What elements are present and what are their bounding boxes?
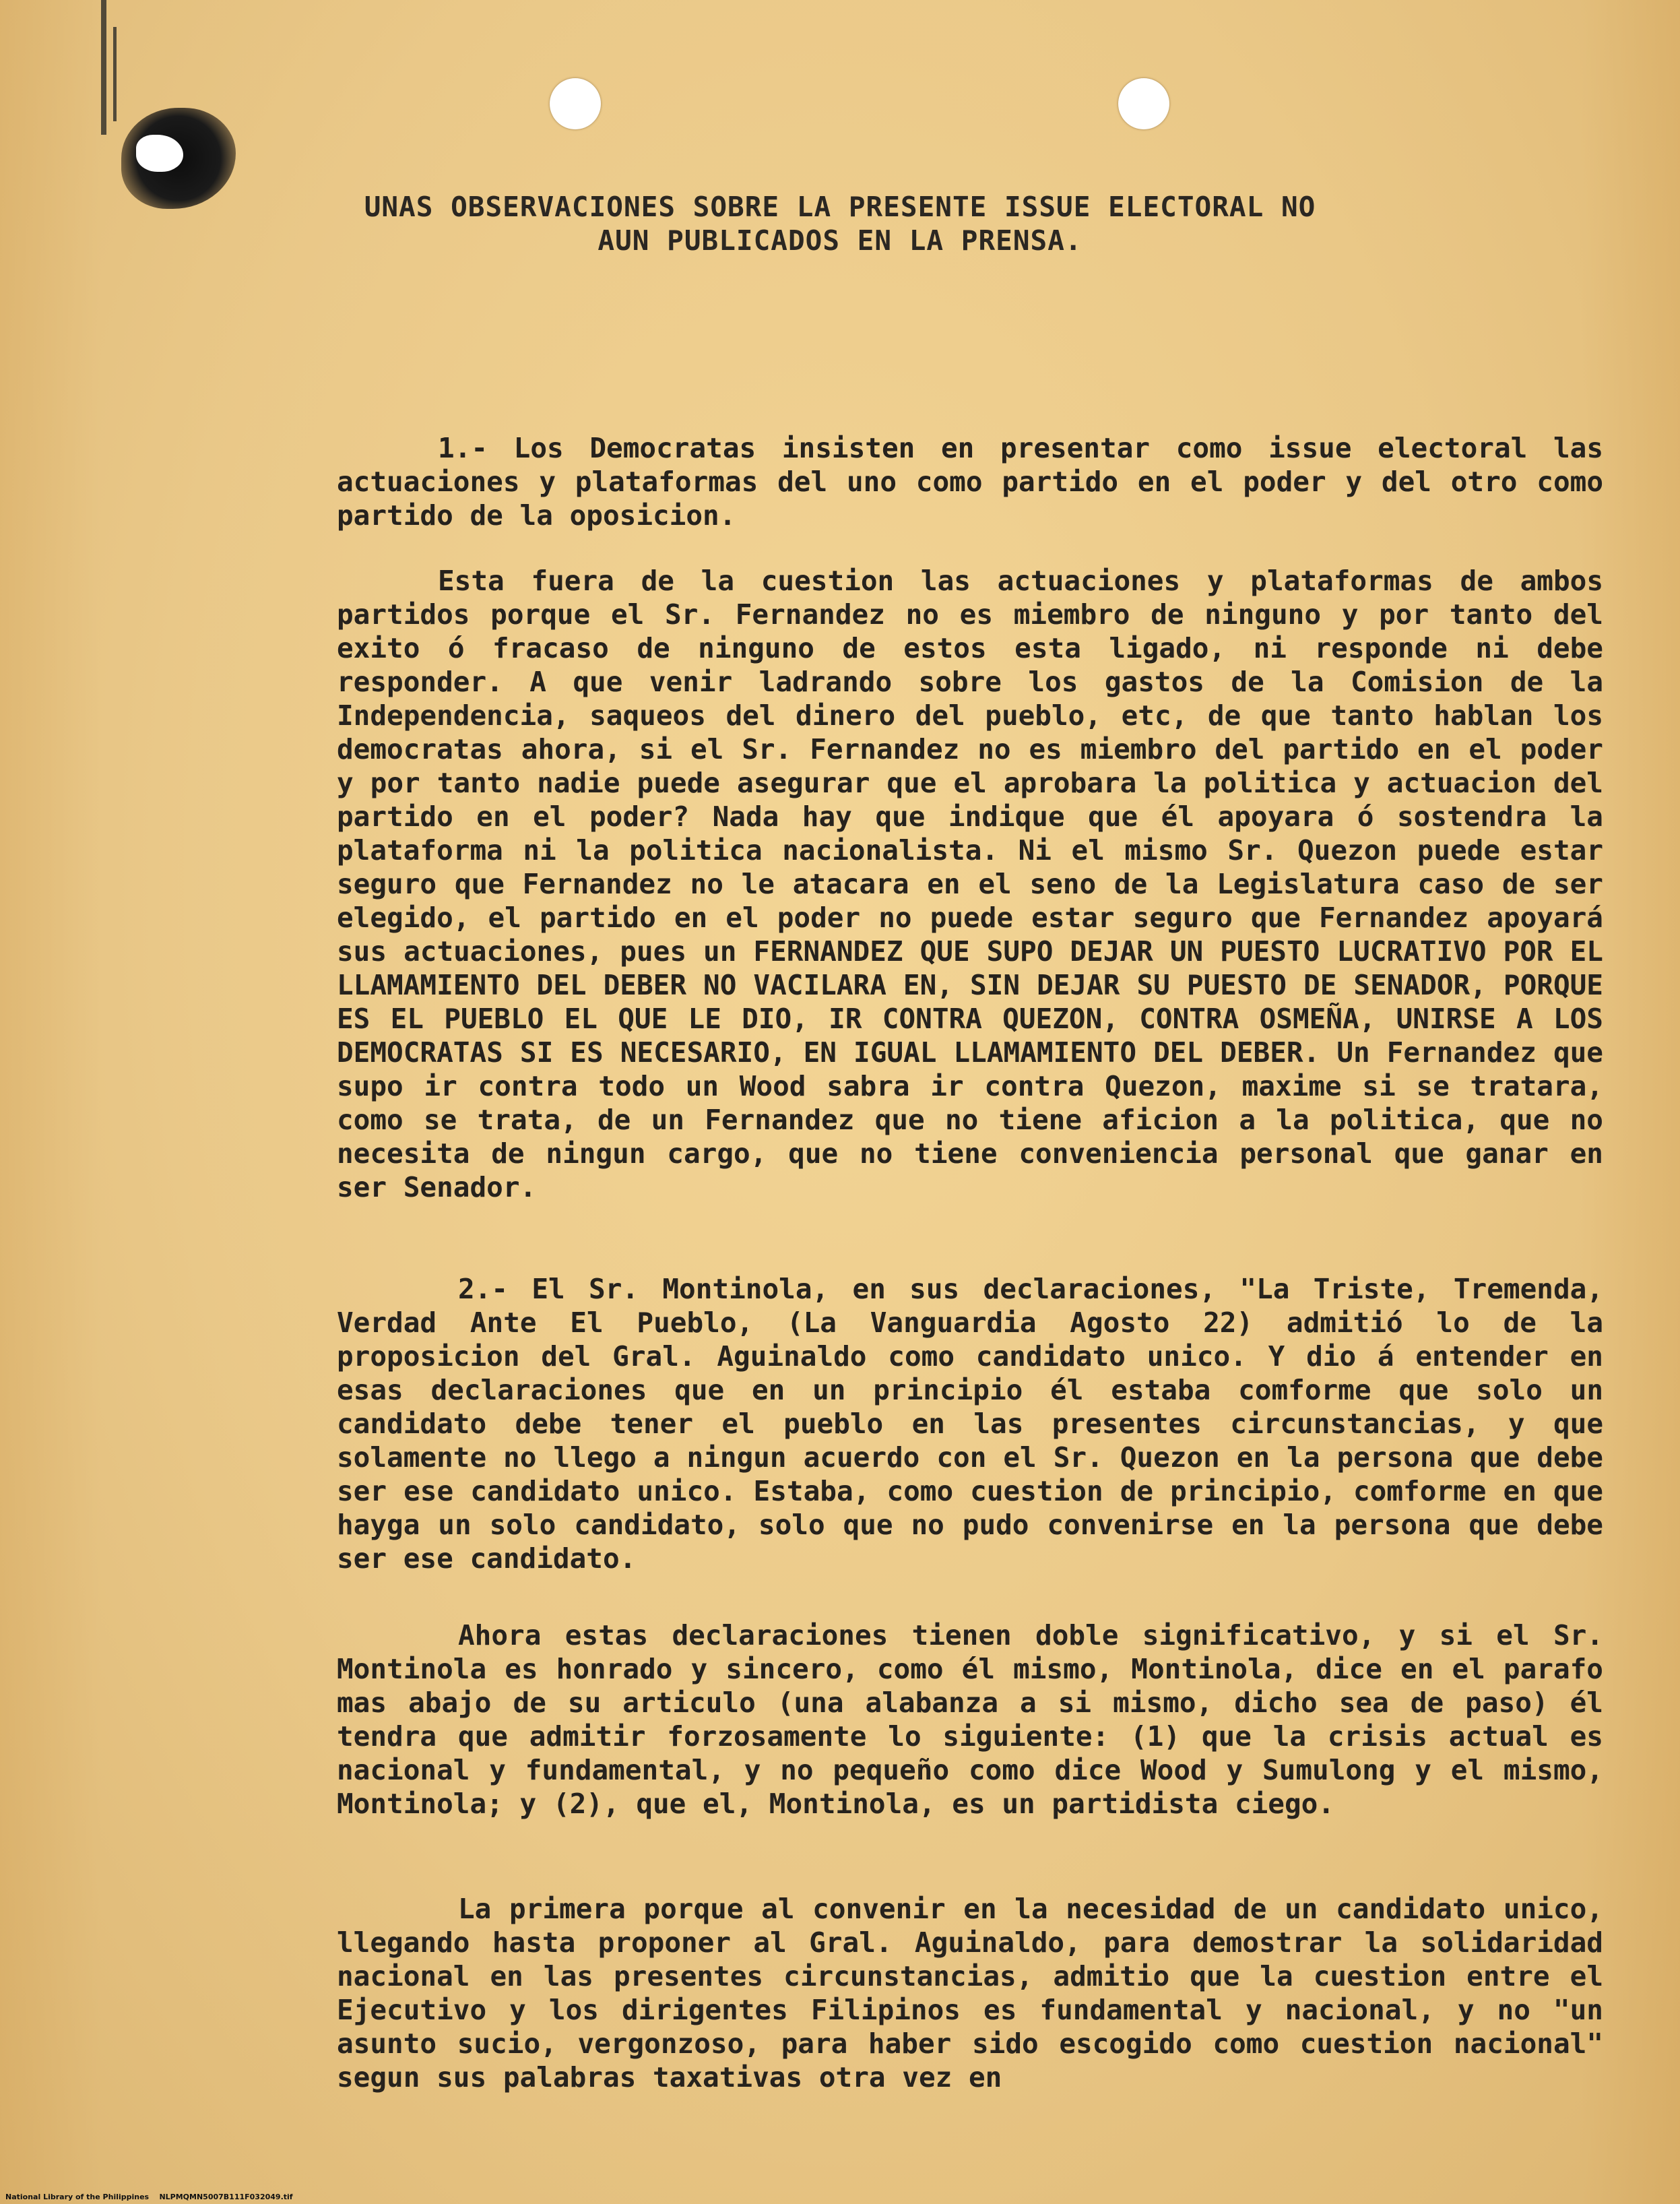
- document-title-line-2: AUN PUBLICADOS EN LA PRENSA.: [597, 224, 1083, 257]
- file-id: NLPMQMN5007B111F032049.tif: [159, 2193, 293, 2201]
- punch-hole-left: [550, 78, 601, 129]
- paragraph-2: Esta fuera de la cuestion las actuaciones y plataformas de ambos partidos porque el Sr. Fernandez no es miembro de ninguno y por tanto del exito ó fracaso de ninguno de estos esta ligado, ni responde ni debe responder. A que venir ladrando sobre los gastos de la Comision de la Independencia, saqueos del dinero del pueblo, etc, de que tanto hablan los democratas ahora, si el Sr. Fernandez no es miembro del partido en el poder y por tanto nadie puede asegurar que el aprobara la politica y actuacion del partido en el poder? Nada hay que indique que él apoyara ó sostendra la plataforma ni la politica nacionalista. Ni el mismo Sr. Quezon puede estar seguro que Fernandez no le atacara en el seno de la Legislatura caso de ser elegido, el partido en el poder no puede estar seguro que Fernandez apoyará sus actuaciones, pues un FERNANDEZ QUE SUPO DEJAR UN PUESTO LUCRATIVO POR EL LLAMAMIENTO DEL DEBER NO VACILARA EN, SIN DEJAR SU PUESTO DE SENADOR, PORQUE ES EL PUEBLO EL QUE LE DIO, IR CONTRA QUEZON, CONTRA OSMEÑA, UNIRSE A LOS DEMOCRATAS SI ES NECESARIO, EN IGUAL LLAMAMIENTO DEL DEBER. Un Fernandez que supo ir contra todo un Wood sabra ir contra Quezon, maxime si se tratara, como se trata, de un Fernandez que no tiene aficion a la politica, que no necesita de ningun cargo, que no tiene conveniencia personal que ganar en ser Senador.: [337, 565, 1603, 1203]
- paragraph-3: 2.- El Sr. Montinola, en sus declaraciones, "La Triste, Tremenda, Verdad Ante El Pueblo, (La Vanguardia Agosto 22) admitió lo de la proposicion del Gral. Aguinaldo como candidato unico. Y dio á entender en esas declaraciones que en un principio él estaba comforme que solo un candidato debe tener el pueblo en las presentes circunstancias, y que solamente no llego a ningun acuerdo con el Sr. Quezon en la persona que debe ser ese candidato unico. Estaba, como cuestion de principio, comforme en que hayga un solo candidato, solo que no pudo convenirse en la persona que debe ser ese candidato.: [337, 1273, 1603, 1575]
- edge-mark: [101, 0, 106, 135]
- punch-hole-right: [1118, 78, 1169, 129]
- edge-mark: [113, 27, 117, 121]
- archive-footer: [5, 2193, 293, 2201]
- paragraph-4: Ahora estas declaraciones tienen doble significativo, y si el Sr. Montinola es honrado y sincero, como él mismo, Montinola, dice en el parafo mas abajo de su articulo (una alabanza a si mismo, dicho sea de paso) él tendra que admitir forzosamente lo siguiente: (1) que la crisis actual es nacional y fundamental, y no pequeño como dice Wood y Sumulong y el mismo, Montinola; y (2), que el, Montinola, es un partidista ciego.: [337, 1619, 1603, 1820]
- document-title-line-1: UNAS OBSERVACIONES SOBRE LA PRESENTE ISSUE ELECTORAL NO: [364, 191, 1316, 223]
- paragraph-1: 1.- Los Democratas insisten en presentar como issue electoral las actuaciones y plataformas del uno como partido en el poder y del otro como partido de la oposicion.: [337, 432, 1603, 532]
- archive-name: National Library of the Philippines: [5, 2193, 150, 2201]
- paragraph-5: La primera porque al convenir en la necesidad de un candidato unico, llegando hasta proponer al Gral. Aguinaldo, para demostrar la solidaridad nacional en las presentes circunstancias, admitio que la cuestion entre el Ejecutivo y los dirigentes Filipinos es fundamental y nacional, y no "un asunto sucio, vergonzoso, para haber sido escogido como cuestion nacional" segun sus palabras taxativas otra vez en: [337, 1893, 1603, 2093]
